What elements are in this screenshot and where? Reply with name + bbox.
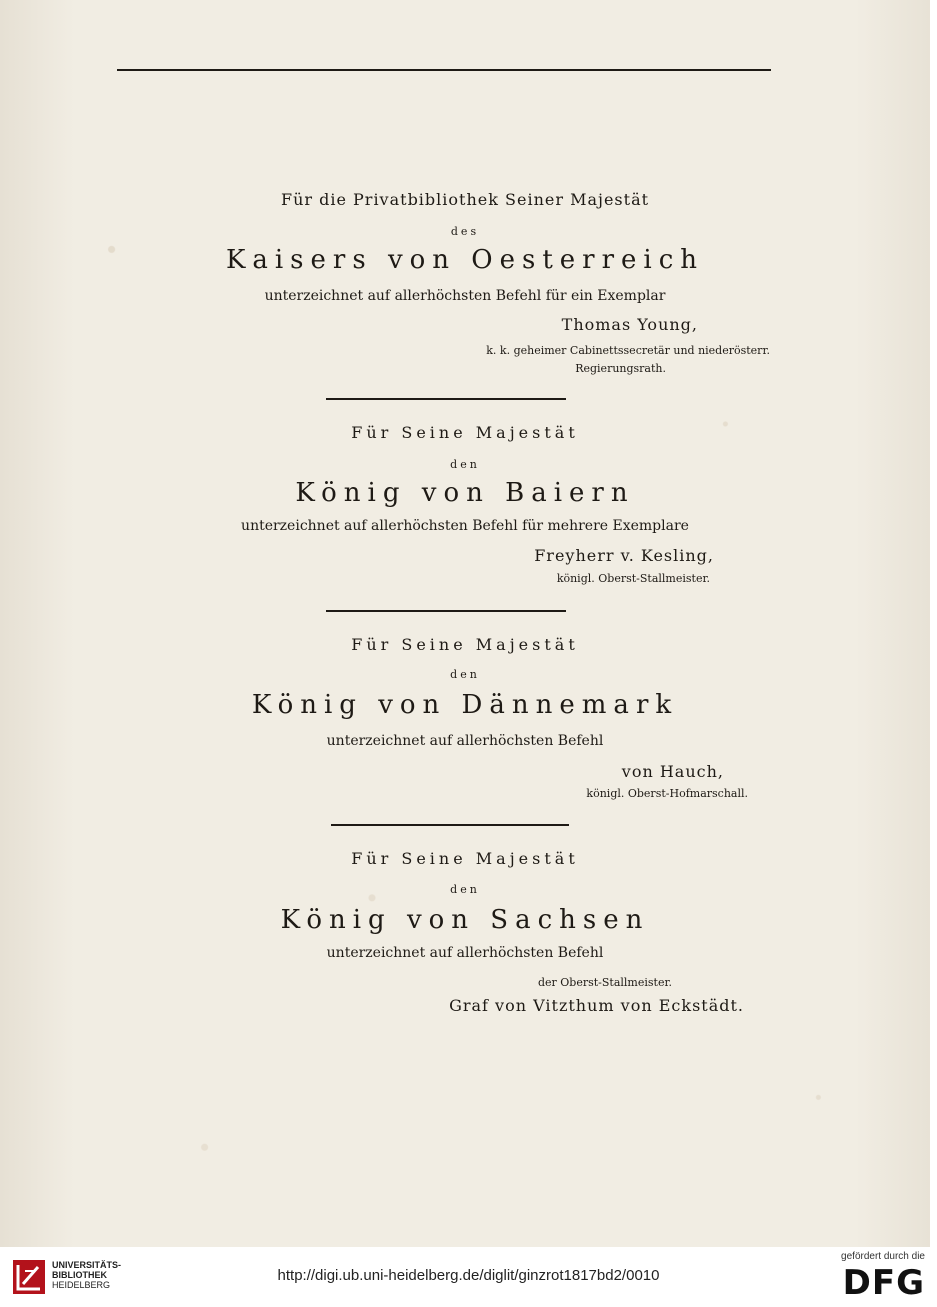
section-3-article: den [450,668,480,681]
library-line-3: HEIDELBERG [52,1280,111,1290]
top-rule [117,69,771,71]
section-1-article: des [450,225,480,238]
dfg-logo: DFG [842,1263,925,1303]
section-rule-2 [326,610,566,612]
section-rule-3 [331,824,569,826]
section-4-name: Graf von Vitzthum von Eckstädt. [449,996,744,1015]
section-1-rank-1: k. k. geheimer Cabinettssecretär und niederösterr. [486,344,770,357]
section-1-heading: Für die Privatbibliothek Seiner Majestät [280,190,650,209]
section-3-subtitle: unterzeichnet auf allerhöchsten Befehl [326,733,604,749]
section-1-name: Thomas Young, [561,315,698,334]
section-4-heading: Für Seine Majestät [351,849,579,868]
section-3-heading: Für Seine Majestät [351,635,579,654]
sponsor-note: gefördert durch die [841,1251,925,1262]
section-1-rank-2: Regierungsrath. [575,362,666,375]
section-2-name: Freyherr v. Kesling, [534,546,714,565]
section-1-title: Kaisers von Oesterreich [225,245,705,275]
section-2-article: den [450,458,480,471]
section-3-name: von Hauch, [621,762,724,781]
section-2-heading: Für Seine Majestät [351,423,579,442]
footer-bar [0,1247,937,1307]
section-2-rank-1: königl. Oberst-Stallmeister. [556,572,710,585]
section-2-title: König von Baiern [295,478,635,508]
section-4-subtitle: unterzeichnet auf allerhöchsten Befehl [326,945,604,961]
section-4-title: König von Sachsen [280,905,650,935]
section-1-subtitle: unterzeichnet auf allerhöchsten Befehl für ein Exemplar [264,288,666,304]
section-4-rank-1: der Oberst-Stallmeister. [537,976,672,989]
library-line-1: UNIVERSITÄTS- [52,1260,122,1270]
section-3-title: König von Dännemark [251,690,679,720]
library-line-2: BIBLIOTHEK [52,1270,107,1280]
section-rule-1 [326,398,566,400]
section-3-rank-1: königl. Oberst-Hofmarschall. [586,787,748,800]
section-2-subtitle: unterzeichnet auf allerhöchsten Befehl für mehrere Exemplare [241,518,689,534]
section-4-article: den [450,883,480,896]
source-url-link[interactable]: http://digi.ub.uni-heidelberg.de/diglit/ginzrot1817bd2/0010 [277,1267,660,1284]
